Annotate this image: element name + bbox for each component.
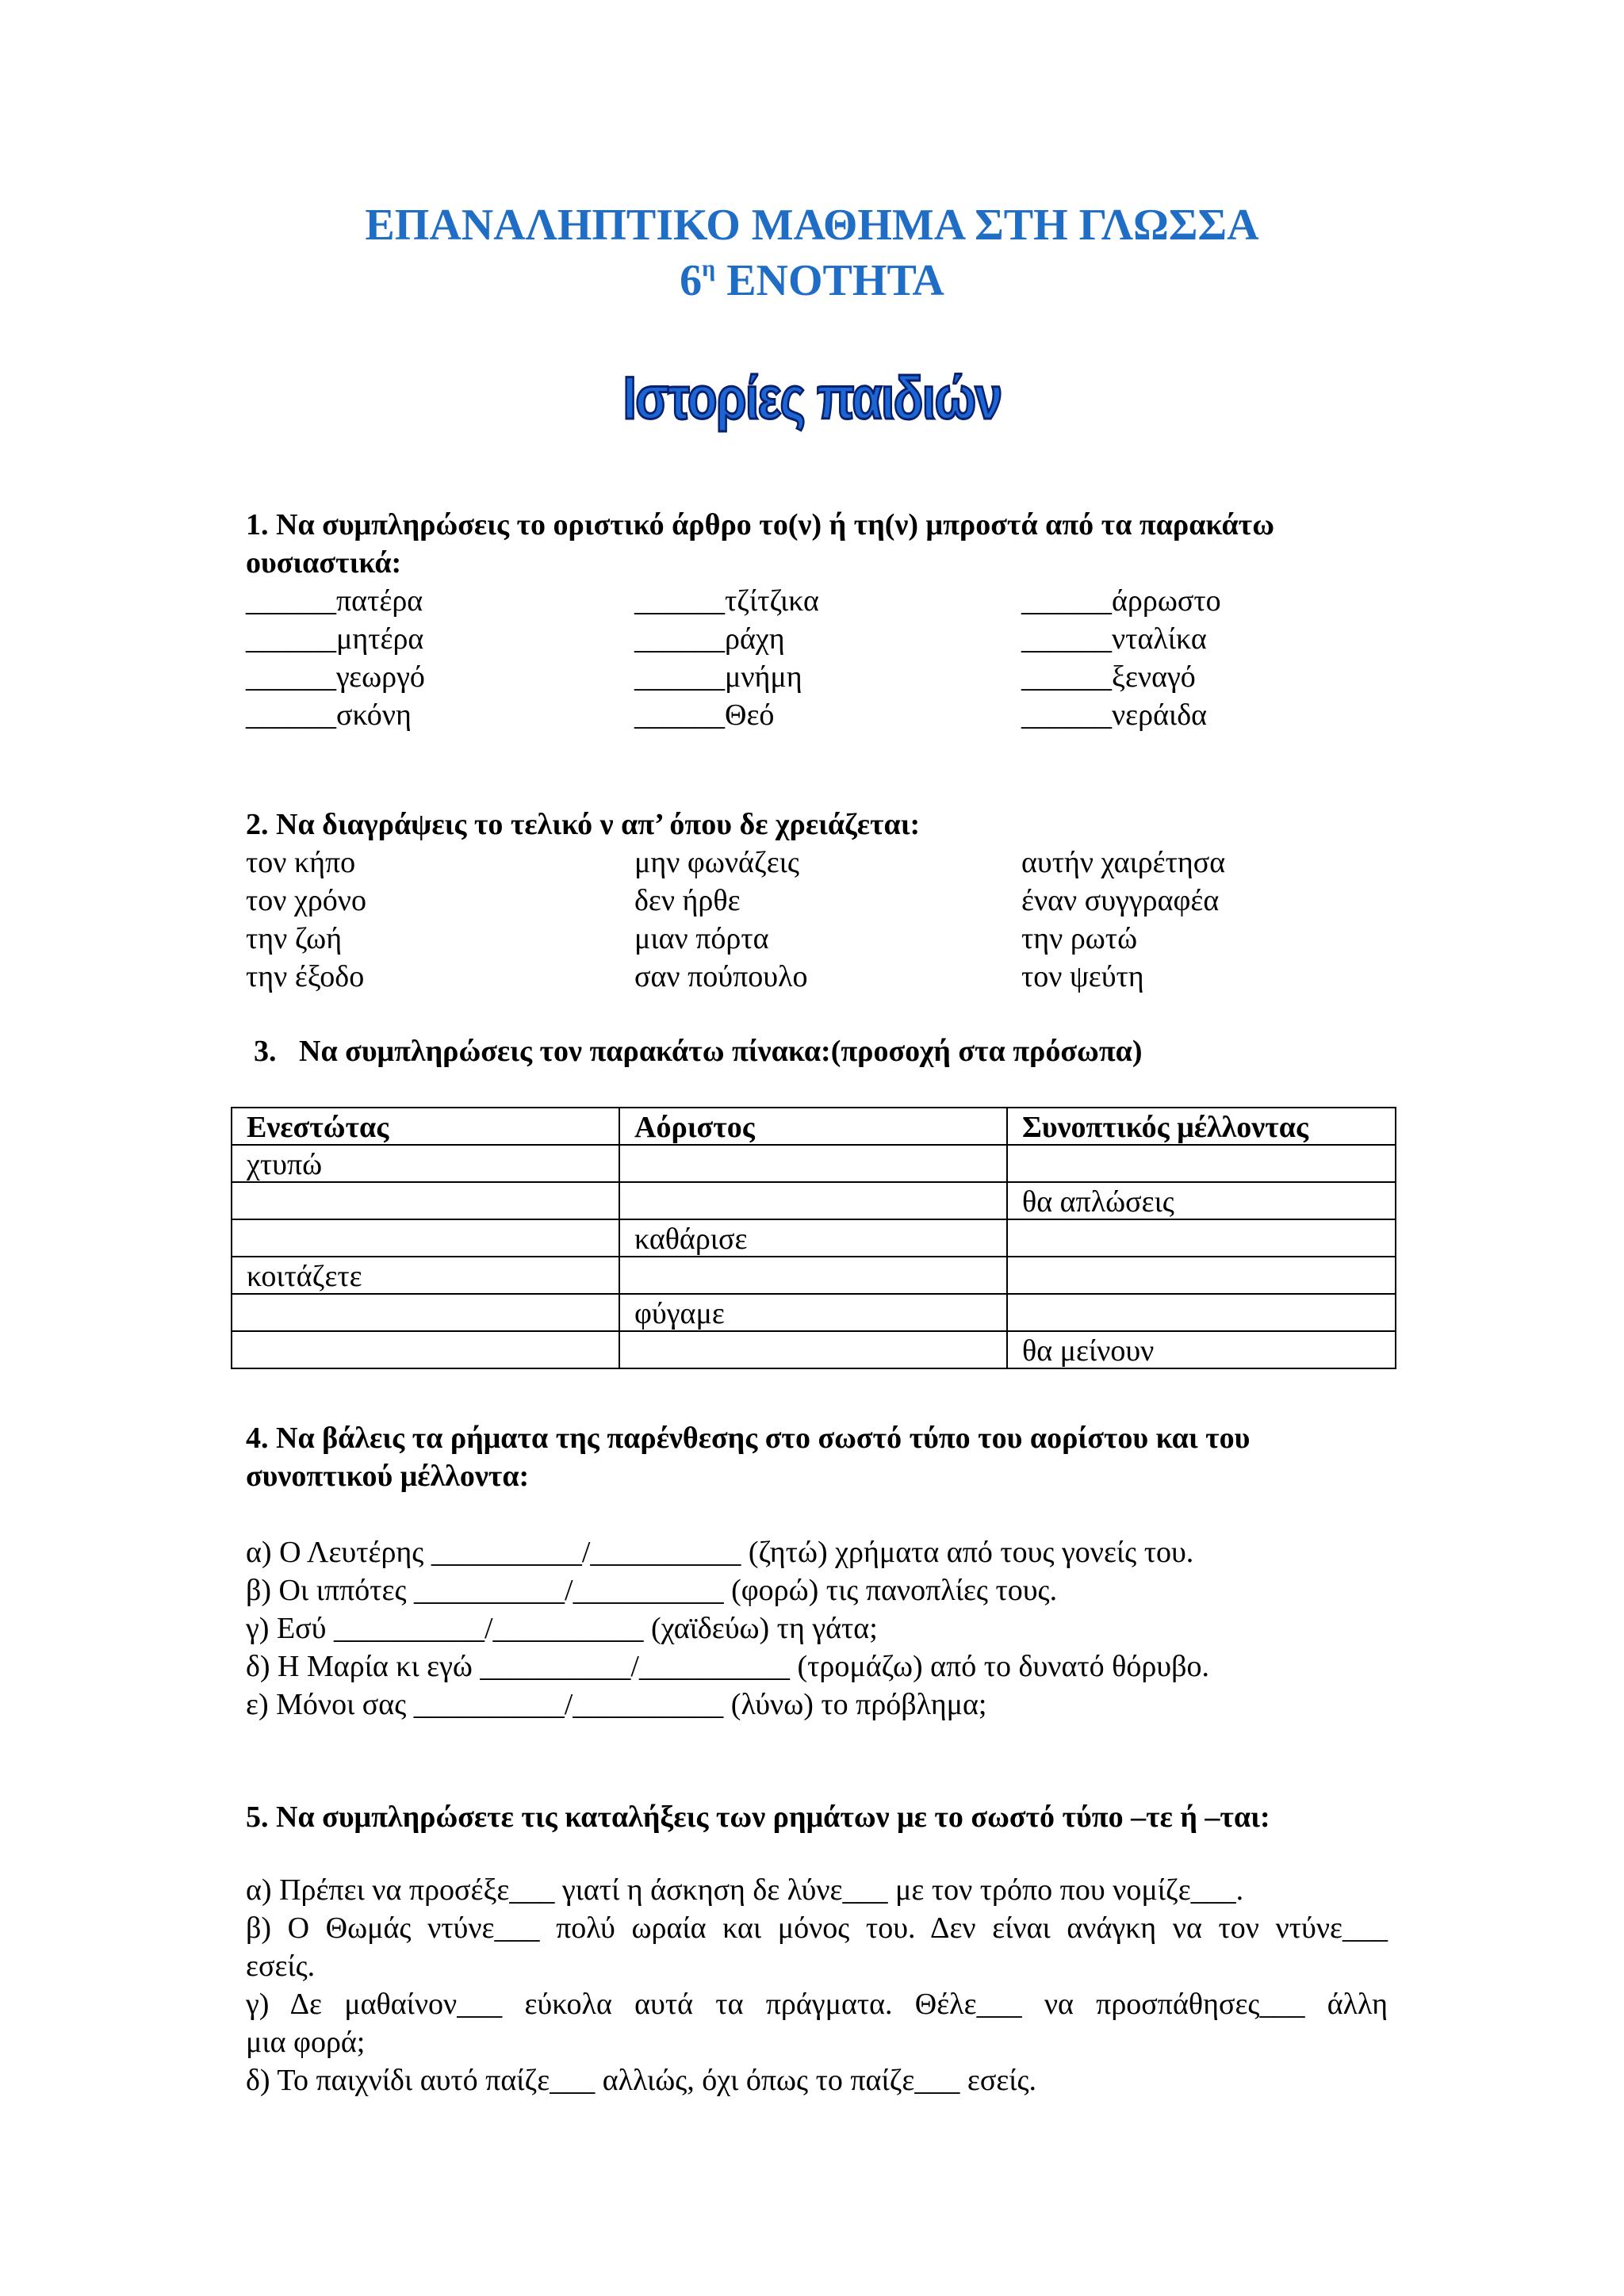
ex5-line[interactable]: γ) Δε μαθαίνον___ εύκολα αυτά τα πράγματα. Θέλε___ να προσπάθησες___ άλλη bbox=[246, 1988, 1388, 2021]
ex1-item[interactable]: ______γεωργό bbox=[246, 660, 425, 694]
ex2-item[interactable]: την ρωτώ bbox=[1021, 922, 1138, 955]
ex2-item[interactable]: μην φωνάζεις bbox=[634, 846, 799, 879]
table-cell[interactable] bbox=[232, 1219, 619, 1257]
table-cell[interactable] bbox=[1007, 1219, 1396, 1257]
ex1-item[interactable]: ______ράχη bbox=[634, 622, 785, 656]
column-header-future: Συνοπτικός μέλλοντας bbox=[1007, 1108, 1396, 1145]
table-row bbox=[232, 1294, 1396, 1331]
table-cell[interactable] bbox=[1007, 1257, 1396, 1294]
table-cell[interactable]: κοιτάζετε bbox=[232, 1257, 619, 1294]
exercise-2-heading: 2. Να διαγράψεις το τελικό ν απ’ όπου δε χρειάζεται: bbox=[246, 808, 921, 841]
ex2-item[interactable]: αυτήν χαιρέτησα bbox=[1021, 846, 1226, 879]
table-cell[interactable]: καθάρισε bbox=[619, 1219, 1007, 1257]
ex5-line[interactable]: μια φορά; bbox=[246, 2026, 366, 2059]
table-cell[interactable] bbox=[619, 1331, 1007, 1368]
ex4-sentence[interactable]: δ) Η Μαρία κι εγώ __________/__________ (τρομάζω) από το δυνατό θόρυβο. bbox=[246, 1650, 1209, 1683]
table-cell[interactable]: φύγαμε bbox=[619, 1294, 1007, 1331]
ex5-line[interactable]: εσείς. bbox=[246, 1950, 316, 1983]
unit-superscript: η bbox=[702, 255, 716, 281]
ex2-item[interactable]: την ζωή bbox=[246, 922, 343, 955]
ex1-item[interactable]: ______πατέρα bbox=[246, 584, 423, 618]
table-cell[interactable] bbox=[619, 1182, 1007, 1219]
tense-table bbox=[231, 1107, 1396, 1369]
exercise-1-heading-line-2: ουσιαστικά: bbox=[246, 546, 402, 580]
table-cell[interactable]: θα απλώσεις bbox=[1007, 1182, 1396, 1219]
exercise-4-heading bbox=[246, 1419, 1388, 1495]
table-cell[interactable] bbox=[232, 1294, 619, 1331]
table-row bbox=[232, 1145, 1396, 1182]
ex5-line[interactable]: δ) Το παιχνίδι αυτό παίζε___ αλλιώς, όχι όπως το παίζε___ εσείς. bbox=[246, 2064, 1037, 2097]
ex5-line[interactable]: α) Πρέπει να προσέξε___ γιατί η άσκηση δε λύνε___ με τον τρόπο που νομίζε___. bbox=[246, 1873, 1244, 1907]
exercise-1-heading-line-1: 1. Να συμπληρώσεις το οριστικό άρθρο το(ν) ή τη(ν) μπροστά από τα παρακάτω bbox=[246, 508, 1274, 541]
ex4-sentence[interactable]: ε) Μόνοι σας __________/__________ (λύνω) το πρόβλημα; bbox=[246, 1688, 987, 1721]
ex1-item[interactable]: ______νεράιδα bbox=[1021, 698, 1208, 732]
table-cell[interactable] bbox=[232, 1182, 619, 1219]
unit-label: ΕΝΟΤΗΤΑ bbox=[715, 256, 944, 305]
title-line-1: ΕΠΑΝΑΛΗΠΤΙΚΟ ΜΑΘΗΜΑ ΣΤΗ ΓΛΩΣΣΑ bbox=[365, 201, 1259, 250]
column-header-present: Ενεστώτας bbox=[232, 1108, 619, 1145]
table-cell[interactable] bbox=[1007, 1294, 1396, 1331]
table-cell[interactable]: χτυπώ bbox=[232, 1145, 619, 1182]
table-cell[interactable] bbox=[1007, 1145, 1396, 1182]
table-row bbox=[232, 1331, 1396, 1368]
table-row bbox=[232, 1219, 1396, 1257]
table-row bbox=[232, 1182, 1396, 1219]
exercise-1-grid bbox=[246, 582, 1388, 734]
table-row bbox=[232, 1257, 1396, 1294]
page-title bbox=[0, 200, 1624, 251]
ex1-item[interactable]: ______άρρωστο bbox=[1021, 584, 1221, 618]
ex2-item[interactable]: έναν συγγραφέα bbox=[1021, 884, 1220, 917]
table-cell[interactable]: θα μείνουν bbox=[1007, 1331, 1396, 1368]
ex1-item[interactable]: ______σκόνη bbox=[246, 698, 412, 732]
ex1-item[interactable]: ______ξεναγό bbox=[1021, 660, 1196, 694]
exercise-5-heading: 5. Να συμπληρώσετε τις καταλήξεις των ρημάτων με το σωστό τύπο –τε ή –ται: bbox=[246, 1800, 1270, 1834]
ex5-line[interactable]: β) Ο Θωμάς ντύνε___ πολύ ωραία και μόνος του. Δεν είναι ανάγκη να τον ντύνε___ bbox=[246, 1911, 1388, 1945]
ex2-item[interactable]: μιαν πόρτα bbox=[634, 922, 769, 955]
ex1-item[interactable]: ______μνήμη bbox=[634, 660, 802, 694]
exercise-2-grid bbox=[246, 844, 1388, 996]
ex4-sentence[interactable]: α) Ο Λευτέρης __________/__________ (ζητώ) χρήματα από τους γονείς του. bbox=[246, 1536, 1194, 1569]
exercise-4-heading-line-1: 4. Να βάλεις τα ρήματα της παρένθεσης στο σωστό τύπο του αορίστου και του bbox=[246, 1422, 1251, 1455]
exercise-4-items bbox=[246, 1533, 1388, 1724]
exercise-1-heading bbox=[246, 506, 1388, 582]
ex2-item[interactable]: δεν ήρθε bbox=[634, 884, 741, 917]
table-cell[interactable] bbox=[619, 1257, 1007, 1294]
column-header-aorist: Αόριστος bbox=[619, 1108, 1007, 1145]
ex2-item[interactable]: τον ψεύτη bbox=[1021, 960, 1144, 993]
exercise-4-heading-line-2: συνοπτικού μέλλοντα: bbox=[246, 1460, 530, 1493]
ex1-item[interactable]: ______τζίτζικα bbox=[634, 584, 819, 618]
table-header-row bbox=[232, 1108, 1396, 1145]
ex2-item[interactable]: τον κήπο bbox=[246, 846, 356, 879]
ex4-sentence[interactable]: β) Οι ιππότες __________/__________ (φορώ) τις πανοπλίες τους. bbox=[246, 1574, 1058, 1607]
unit-number: 6 bbox=[680, 256, 703, 305]
ex2-item[interactable]: την έξοδο bbox=[246, 960, 365, 993]
ex2-item[interactable]: σαν πούπουλο bbox=[634, 960, 808, 993]
table-cell[interactable] bbox=[619, 1145, 1007, 1182]
table-cell[interactable] bbox=[232, 1331, 619, 1368]
exercise-3-heading: 3. Να συμπληρώσεις τον παρακάτω πίνακα:(προσοχή στα πρόσωπα) bbox=[254, 1035, 1143, 1068]
unit-title bbox=[0, 255, 1624, 306]
exercise-5-items bbox=[246, 1871, 1388, 2099]
ex2-item[interactable]: τον χρόνο bbox=[246, 884, 366, 917]
ex4-sentence[interactable]: γ) Εσύ __________/__________ (χαϊδεύω) τη γάτα; bbox=[246, 1612, 878, 1645]
ex1-item[interactable]: ______μητέρα bbox=[246, 622, 424, 656]
wordart-subtitle: Ιστορίες παιδιών bbox=[622, 365, 1002, 432]
ex1-item[interactable]: ______Θεό bbox=[634, 698, 775, 732]
ex1-item[interactable]: ______νταλίκα bbox=[1021, 622, 1207, 656]
